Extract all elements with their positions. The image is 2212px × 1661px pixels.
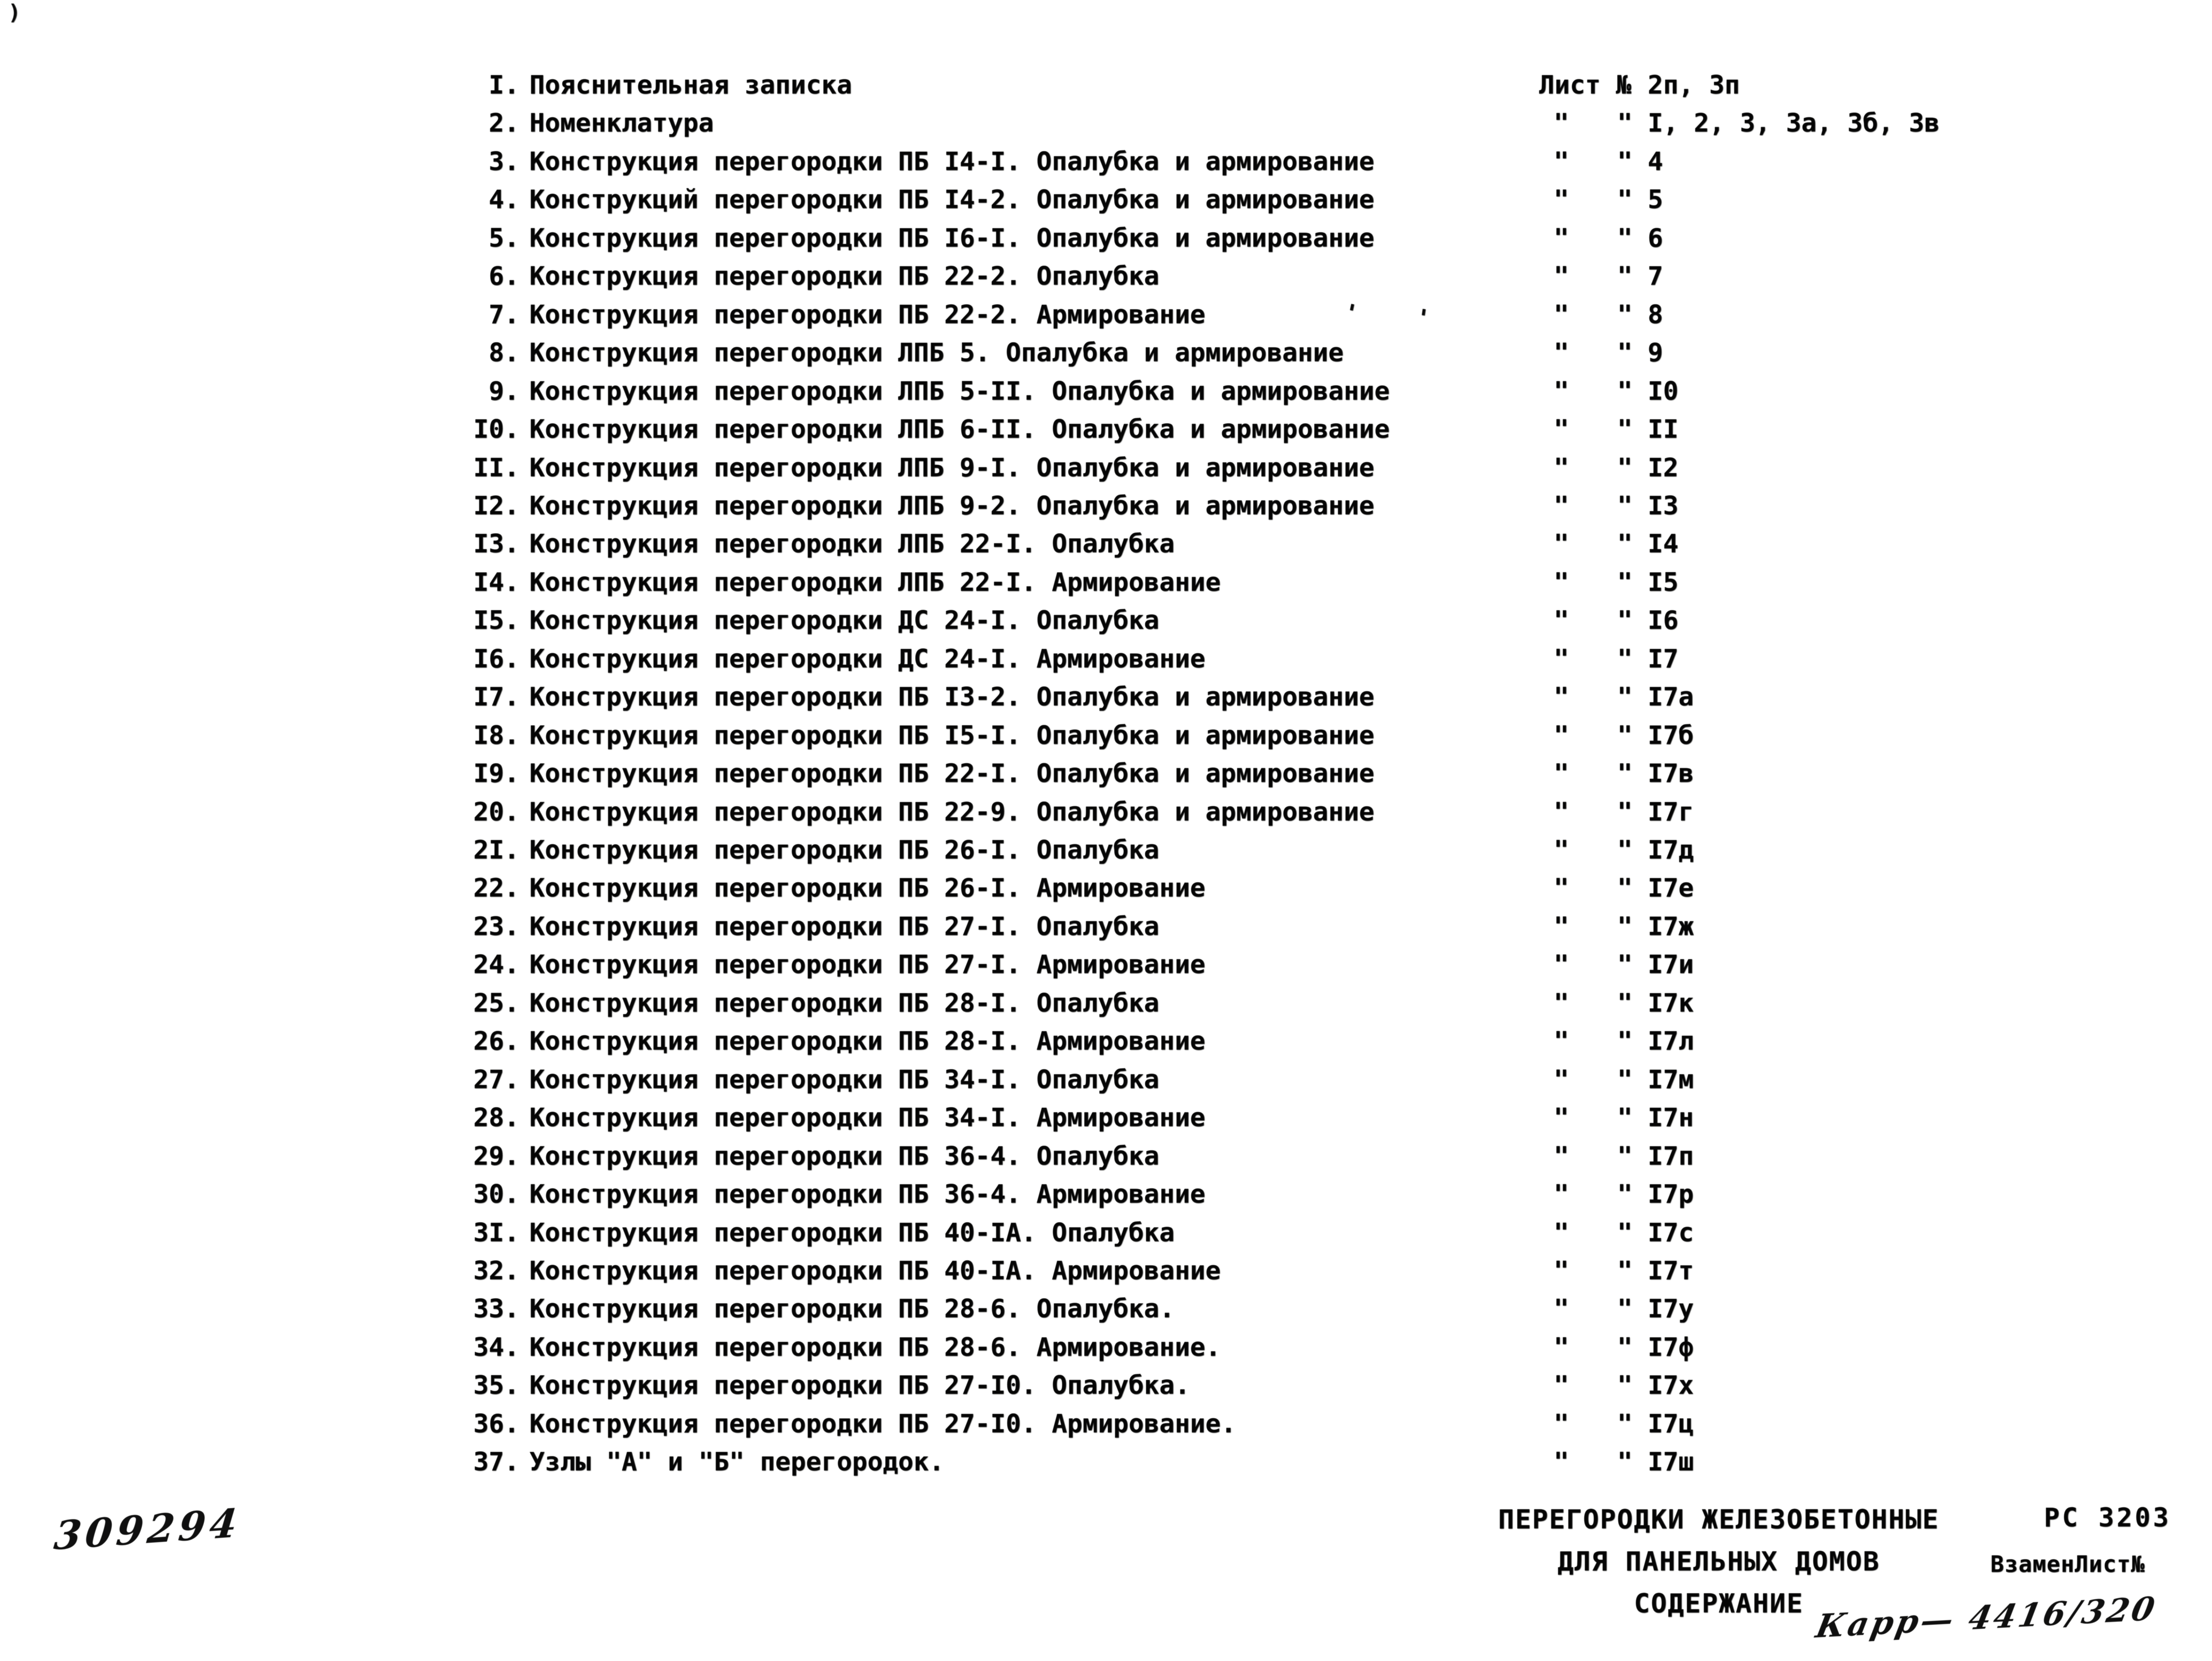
ditto-mark: " [1554,682,1569,712]
toc-item-number: 24. [473,950,519,980]
toc-row [0,490,2212,525]
ditto-mark: " [1554,874,1569,903]
sheet-number: I7ц [1648,1409,1694,1439]
ditto-mark: " [1554,262,1569,291]
toc-item-title: Конструкция перегородки ПБ 22-2. Армирование [529,300,1206,330]
sheet-number: I5 [1648,568,1679,597]
toc-row [0,566,2212,601]
toc-item-title: Конструкция перегородки ПБ 34-I. Опалубка [529,1065,1159,1095]
toc-item-number: 33. [473,1294,519,1324]
toc-item-number: I3. [473,529,519,559]
ditto-mark: " [1554,338,1569,368]
document-section-title: СОДЕРЖАНИЕ [1634,1588,1804,1619]
toc-row [0,719,2212,754]
sheet-number: I7ф [1648,1333,1694,1362]
toc-row [0,299,2212,334]
toc-item-title: Конструкция перегородки ПБ 26-I. Опалубка [529,836,1159,865]
sheet-number: I7г [1648,797,1694,827]
toc-item-title: Конструкция перегородки ПБ 22-2. Опалубка [529,262,1159,291]
toc-item-title: Конструкция перегородки ПБ I6-I. Опалубка и армирование [529,224,1374,253]
toc-item-number: I0. [473,415,519,444]
ditto-mark: " [1554,797,1569,827]
ditto-mark: " [1617,147,1633,177]
ditto-mark: " [1554,1065,1569,1095]
sheet-number: I7 [1648,644,1679,674]
ditto-mark: " [1617,721,1633,750]
ditto-mark: " [1617,491,1633,521]
toc-row [0,452,2212,487]
ditto-mark: " [1617,874,1633,903]
sheet-number: 4 [1648,147,1663,177]
toc-item-title: Конструкция перегородки ПБ 36-4. Армирование [529,1180,1206,1209]
toc-row [0,146,2212,181]
toc-item-title: Конструкция перегородки ЛПБ 22-I. Опалубка [529,529,1175,559]
ditto-mark: " [1617,912,1633,942]
toc-item-title: Конструкция перегородки ЛПБ 9-2. Опалубка и армирование [529,491,1374,521]
ditto-mark: " [1554,721,1569,750]
sheet-number: 6 [1648,224,1663,253]
toc-item-number: 3I. [473,1218,519,1248]
toc-item-title: Конструкция перегородки ЛПБ 5-II. Опалубка и армирование [529,377,1390,406]
ditto-mark: " [1617,1256,1633,1286]
toc-row [0,528,2212,563]
toc-item-number: 20. [473,797,519,827]
ditto-mark: " [1617,338,1633,368]
toc-row [0,1255,2212,1290]
toc-row [0,643,2212,678]
ditto-mark: " [1554,1218,1569,1248]
ditto-mark: " [1617,1027,1633,1056]
sheet-number: 2п, 3п [1648,71,1740,100]
ditto-mark: " [1617,1103,1633,1133]
ditto-mark: " [1554,453,1569,483]
ditto-mark: " [1554,912,1569,942]
toc-row [0,911,2212,946]
ditto-mark: " [1554,1142,1569,1171]
toc-item-number: 25. [473,989,519,1018]
toc-item-title: Конструкция перегородки ЛПБ 6-II. Опалубка и армирование [529,415,1390,444]
ditto-mark: " [1554,950,1569,980]
scan-artifact-mark: ' [1341,298,1361,328]
ditto-mark: " [1617,415,1633,444]
ditto-mark: " [1554,1103,1569,1133]
ditto-mark: " [1554,836,1569,865]
toc-row [0,1140,2212,1175]
ditto-mark: " [1617,109,1633,138]
ditto-mark: " [1554,1256,1569,1286]
toc-row [0,69,2212,104]
toc-item-title: Конструкция перегородки ПБ 40-IА. Опалубка [529,1218,1175,1248]
ditto-mark: " [1617,1218,1633,1248]
sheet-number: I7х [1648,1371,1694,1400]
toc-row [0,1446,2212,1481]
sheet-number: II [1648,415,1679,444]
toc-row [0,1331,2212,1366]
ditto-mark: " [1617,1333,1633,1362]
sheet-number: I7и [1648,950,1694,980]
ditto-mark: " [1617,1447,1633,1477]
toc-item-number: I. [488,71,519,100]
ditto-mark: " [1554,491,1569,521]
scan-artifact-mark: ) [8,0,21,25]
toc-item-title: Конструкция перегородки ПБ 28-6. Опалубка. [529,1294,1175,1324]
toc-row [0,107,2212,142]
document-title-line: ДЛЯ ПАНЕЛЬНЫХ ДОМОВ [1557,1546,1880,1577]
toc-row [0,260,2212,295]
toc-item-title: Конструкция перегородки ПБ 28-6. Армирование. [529,1333,1221,1362]
toc-item-title: Конструкция перегородки ПБ 27-I. Армирование [529,950,1206,980]
toc-item-title: Конструкция перегородки ПБ 22-I. Опалубка и армирование [529,759,1374,788]
sheet-number: I7к [1648,989,1694,1018]
sheet-number: I7п [1648,1142,1694,1171]
ditto-mark: " [1554,1371,1569,1400]
toc-item-number: 9. [488,377,519,406]
toc-item-number: 28. [473,1103,519,1133]
toc-item-number: 8. [488,338,519,368]
document-code: РС 3203 [2044,1503,2171,1533]
ditto-mark: " [1617,682,1633,712]
sheet-number: I6 [1648,606,1679,635]
toc-item-title: Конструкция перегородки ПБ 40-IА. Армирование [529,1256,1221,1286]
toc-item-title: Конструкция перегородки ЛПБ 22-I. Армирование [529,568,1221,597]
ditto-mark: " [1617,836,1633,865]
sheet-number: I0 [1648,377,1679,406]
toc-item-number: 32. [473,1256,519,1286]
ditto-mark: " [1554,1447,1569,1477]
ditto-mark: " [1617,224,1633,253]
toc-item-number: II. [473,453,519,483]
ditto-mark: " [1617,1142,1633,1171]
toc-item-title: Пояснительная записка [529,71,852,100]
toc-row [0,604,2212,639]
ditto-mark: " [1554,1180,1569,1209]
ditto-mark: " [1554,989,1569,1018]
toc-item-title: Конструкция перегородки ПБ I4-I. Опалубка и армирование [529,147,1374,177]
ditto-mark: " [1617,797,1633,827]
toc-item-number: I9. [473,759,519,788]
sheet-number: I7л [1648,1027,1694,1056]
ditto-mark: " [1617,606,1633,635]
ditto-mark: " [1617,1180,1633,1209]
sheet-column-header: Лист № [1539,71,1632,100]
sheet-number: I7ш [1648,1447,1694,1477]
toc-row [0,222,2212,257]
ditto-mark: " [1554,529,1569,559]
toc-item-number: 2. [488,109,519,138]
toc-row [0,1025,2212,1060]
toc-row [0,1369,2212,1404]
toc-item-number: 2I. [473,836,519,865]
ditto-mark: " [1554,300,1569,330]
toc-row [0,834,2212,869]
sheet-number: 7 [1648,262,1663,291]
sheet-number: I7р [1648,1180,1694,1209]
sheet-number: I7м [1648,1065,1694,1095]
ditto-mark: " [1617,759,1633,788]
toc-item-title: Конструкция перегородки ПБ I3-2. Опалубка и армирование [529,682,1374,712]
toc-item-title: Конструкция перегородки ПБ 27-I. Опалубка [529,912,1159,942]
toc-row [0,987,2212,1022]
toc-item-title: Конструкция перегородки ПБ 27-I0. Опалубка. [529,1371,1190,1400]
sheet-number: 9 [1648,338,1663,368]
ditto-mark: " [1554,568,1569,597]
ditto-mark: " [1617,989,1633,1018]
ditto-mark: " [1554,185,1569,215]
sheet-number: I7с [1648,1218,1694,1248]
sheet-number: I2 [1648,453,1679,483]
ditto-mark: " [1617,300,1633,330]
ditto-mark: " [1554,606,1569,635]
ditto-mark: " [1617,1294,1633,1324]
toc-item-number: I8. [473,721,519,750]
toc-item-number: 37. [473,1447,519,1477]
toc-row [0,1064,2212,1099]
toc-item-number: I4. [473,568,519,597]
ditto-mark: " [1554,224,1569,253]
toc-row [0,796,2212,831]
toc-item-title: Конструкция перегородки ПБ 22-9. Опалубка и армирование [529,797,1374,827]
document-title-line: ПЕРЕГОРОДКИ ЖЕЛЕЗОБЕТОННЫЕ [1498,1504,1939,1535]
toc-row [0,1217,2212,1252]
ditto-mark: " [1617,1409,1633,1439]
sheet-number: I3 [1648,491,1679,521]
toc-item-title: Конструкция перегородки ЛПБ 9-I. Опалубка и армирование [529,453,1374,483]
sheet-number: I7у [1648,1294,1694,1324]
sheet-number: I7н [1648,1103,1694,1133]
toc-item-number: 6. [488,262,519,291]
toc-item-title: Конструкция перегородки ПБ 26-I. Армирование [529,874,1206,903]
handwritten-inventory-number: 309294 [52,1500,244,1559]
revision-note: ВзаменЛист№ [1990,1551,2145,1577]
sheet-number: 5 [1648,185,1663,215]
ditto-mark: " [1617,1371,1633,1400]
ditto-mark: " [1617,262,1633,291]
ditto-mark: " [1617,529,1633,559]
toc-item-number: 3. [488,147,519,177]
ditto-mark: " [1554,109,1569,138]
toc-item-title: Конструкция перегородки ПБ 36-4. Опалубка [529,1142,1159,1171]
ditto-mark: " [1554,1333,1569,1362]
toc-row [0,413,2212,448]
toc-row [0,1293,2212,1328]
ditto-mark: " [1617,377,1633,406]
ditto-mark: " [1554,1027,1569,1056]
scan-artifact-mark: ' [1414,303,1432,332]
sheet-number: I7ж [1648,912,1694,942]
ditto-mark: " [1554,1409,1569,1439]
toc-row [0,1178,2212,1213]
toc-row [0,375,2212,410]
ditto-mark: " [1554,147,1569,177]
toc-item-number: 35. [473,1371,519,1400]
toc-item-number: 36. [473,1409,519,1439]
ditto-mark: " [1617,950,1633,980]
toc-item-title: Узлы "А" и "Б" перегородок. [529,1447,945,1477]
toc-row [0,1102,2212,1137]
ditto-mark: " [1617,644,1633,674]
toc-item-title: Конструкция перегородки ЛПБ 5. Опалубка и армирование [529,338,1344,368]
toc-item-number: I6. [473,644,519,674]
ditto-mark: " [1554,415,1569,444]
ditto-mark: " [1554,644,1569,674]
toc-item-number: 4. [488,185,519,215]
toc-row [0,949,2212,984]
sheet-number: 8 [1648,300,1663,330]
ditto-mark: " [1554,1294,1569,1324]
toc-item-number: 34. [473,1333,519,1362]
toc-item-number: 29. [473,1142,519,1171]
handwritten-reference-code: Карр— 4416/320 [1813,1589,2160,1646]
toc-row [0,184,2212,219]
toc-row [0,337,2212,372]
toc-item-title: Конструкция перегородки ДС 24-I. Опалубка [529,606,1159,635]
toc-item-title: Конструкция перегородки ПБ 27-I0. Армирование. [529,1409,1236,1439]
toc-item-title: Конструкция перегородки ДС 24-I. Армирование [529,644,1206,674]
toc-item-number: 23. [473,912,519,942]
toc-item-title: Конструкция перегородки ПБ 28-I. Армирование [529,1027,1206,1056]
toc-item-number: 7. [488,300,519,330]
sheet-number: I7а [1648,682,1694,712]
toc-item-title: Конструкция перегородки ПБ 28-I. Опалубка [529,989,1159,1018]
ditto-mark: " [1554,759,1569,788]
toc-item-title: Конструкция перегородки ПБ 34-I. Армирование [529,1103,1206,1133]
toc-item-title: Конструкций перегородки ПБ I4-2. Опалубка и армирование [529,185,1374,215]
toc-item-number: 5. [488,224,519,253]
sheet-number: I4 [1648,529,1679,559]
toc-item-number: 22. [473,874,519,903]
toc-row [0,872,2212,907]
toc-item-number: 27. [473,1065,519,1095]
toc-item-number: I5. [473,606,519,635]
sheet-number: I7т [1648,1256,1694,1286]
toc-row [0,1408,2212,1443]
sheet-number: I, 2, 3, 3а, 3б, 3в [1648,109,1940,138]
toc-row [0,757,2212,792]
sheet-number: I7е [1648,874,1694,903]
sheet-number: I7д [1648,836,1694,865]
toc-item-number: 26. [473,1027,519,1056]
ditto-mark: " [1617,453,1633,483]
toc-item-title: Конструкция перегородки ПБ I5-I. Опалубка и армирование [529,721,1374,750]
ditto-mark: " [1554,377,1569,406]
sheet-number: I7б [1648,721,1694,750]
sheet-number: I7в [1648,759,1694,788]
toc-row [0,681,2212,716]
ditto-mark: " [1617,185,1633,215]
ditto-mark: " [1617,1065,1633,1095]
ditto-mark: " [1617,568,1633,597]
toc-item-number: I7. [473,682,519,712]
toc-item-title: Номенклатура [529,109,714,138]
toc-item-number: 30. [473,1180,519,1209]
toc-item-number: I2. [473,491,519,521]
